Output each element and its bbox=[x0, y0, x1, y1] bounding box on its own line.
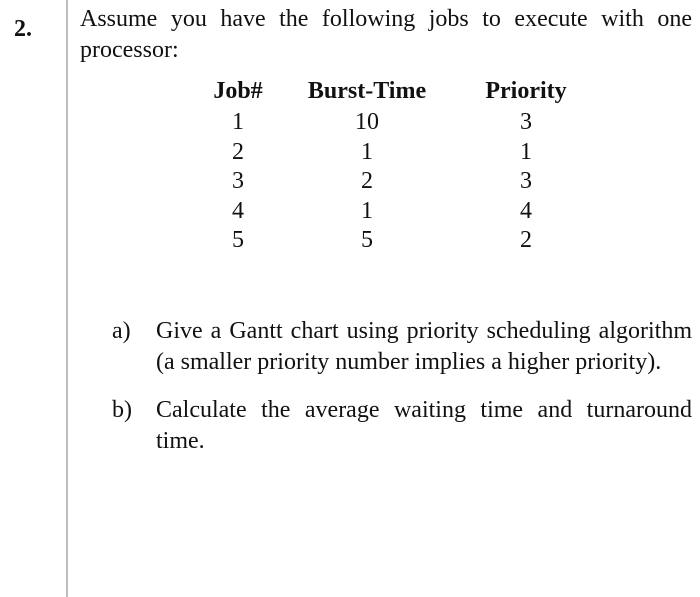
table-row bbox=[190, 138, 604, 168]
cell-burst-time: 2 bbox=[361, 168, 373, 195]
header-burst-time: Burst-Time bbox=[307, 77, 427, 104]
cell-job: 4 bbox=[232, 197, 244, 224]
header-priority: Priority bbox=[485, 77, 567, 104]
task-item-a bbox=[112, 316, 692, 377]
question-number: 2. bbox=[14, 16, 32, 42]
cell-burst-time: 5 bbox=[361, 227, 373, 254]
cell-job: 1 bbox=[232, 109, 244, 136]
cell-priority: 3 bbox=[520, 168, 532, 195]
table-row bbox=[190, 108, 604, 138]
task-label: a) bbox=[112, 318, 131, 344]
cell-job: 2 bbox=[232, 138, 244, 165]
cell-burst-time: 10 bbox=[355, 109, 379, 136]
task-text: Give a Gantt chart using priority scheduling algorithm (a smaller priority number implies a higher priority). bbox=[156, 318, 692, 375]
cell-priority: 3 bbox=[520, 109, 532, 136]
cell-burst-time: 1 bbox=[361, 197, 373, 224]
task-text: Calculate the average waiting time and turnaround time. bbox=[156, 397, 692, 454]
task-item-b bbox=[112, 395, 692, 456]
table-header-row bbox=[190, 74, 604, 108]
table-row bbox=[190, 197, 604, 227]
cell-job: 5 bbox=[232, 227, 244, 254]
cell-priority: 1 bbox=[520, 138, 532, 165]
margin-divider bbox=[66, 0, 68, 597]
cell-priority: 2 bbox=[520, 227, 532, 254]
table-row bbox=[190, 226, 604, 256]
jobs-table bbox=[190, 74, 604, 256]
question-intro: Assume you have the following jobs to execute with one processor: bbox=[80, 6, 692, 63]
task-list bbox=[112, 316, 692, 474]
table-row bbox=[190, 167, 604, 197]
cell-priority: 4 bbox=[520, 197, 532, 224]
task-label: b) bbox=[112, 397, 132, 423]
cell-job: 3 bbox=[232, 168, 244, 195]
cell-burst-time: 1 bbox=[361, 138, 373, 165]
header-job: Job# bbox=[213, 77, 263, 104]
